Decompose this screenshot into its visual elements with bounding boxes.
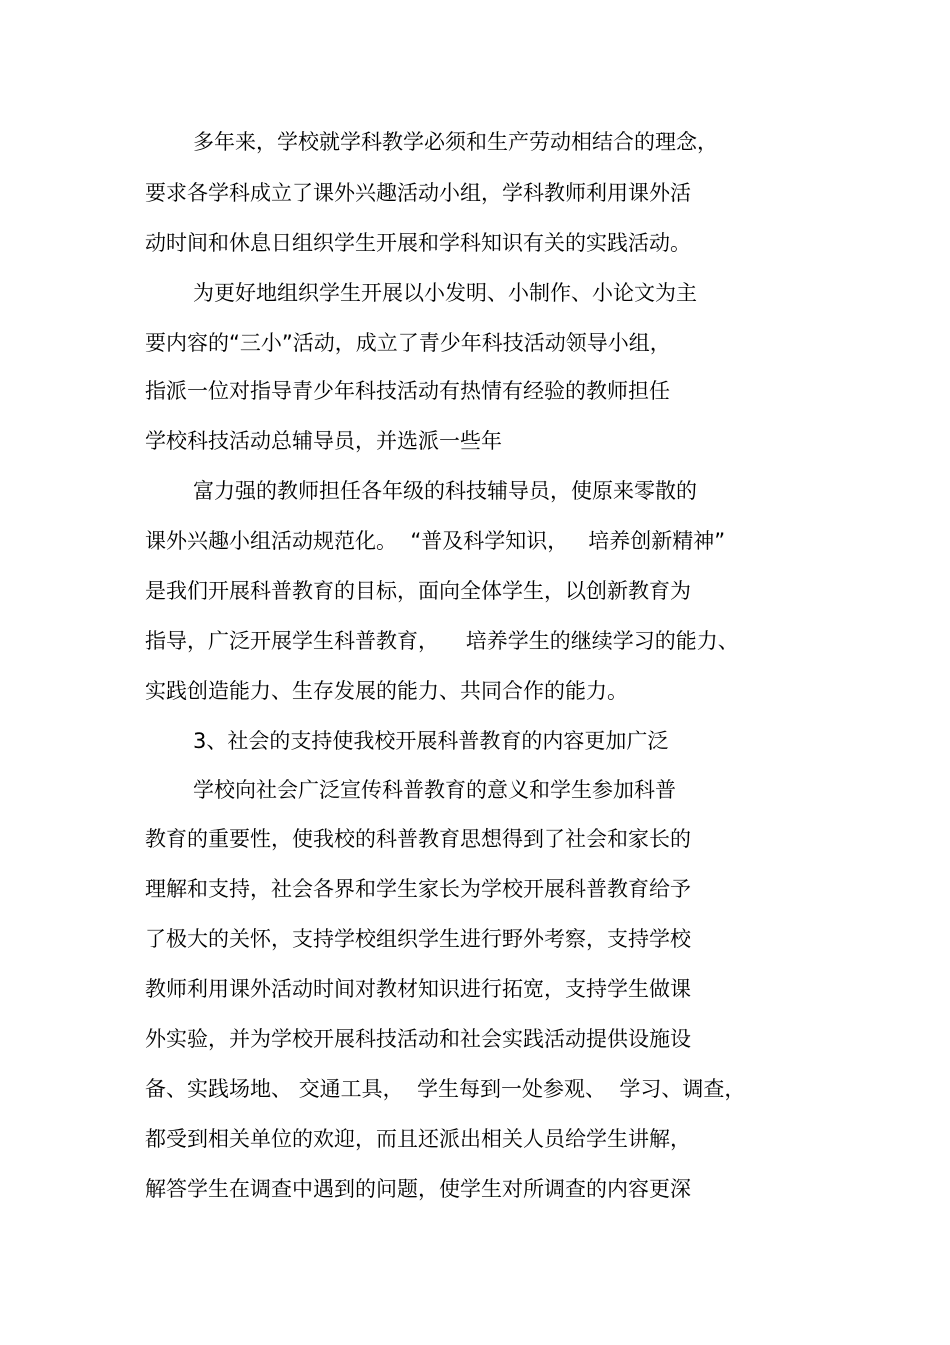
text-line: 外实验，并为学校开展科技活动和社会实践活动提供设施设 xyxy=(145,1027,691,1051)
text-line: 都受到相关单位的欢迎，而且还派出相关人员给学生讲解， xyxy=(145,1127,691,1151)
text-line: 学校向社会广泛宣传科普教育的意义和学生参加科普 xyxy=(193,778,676,802)
text-line: 实践创造能力、生存发展的能力、共同合作的能力。 xyxy=(145,679,628,703)
section-heading: 3、社会的支持使我校开展科普教育的内容更加广泛 xyxy=(193,729,669,753)
text-line: 为更好地组织学生开展以小发明、小制作、小论文为主 xyxy=(193,281,697,305)
text-line: 富力强的教师担任各年级的科技辅导员，使原来零散的 xyxy=(193,479,697,503)
text-line: 要内容的“三小”活动，成立了青少年科技活动领导小组， xyxy=(145,331,671,355)
text-line: 课外兴趣小组活动规范化。 “普及科学知识， 培养创新精神” xyxy=(145,529,726,553)
text-line: 解答学生在调查中遇到的问题，使学生对所调查的内容更深 xyxy=(145,1177,691,1201)
text-line: 是我们开展科普教育的目标，面向全体学生，以创新教育为 xyxy=(145,579,691,603)
text-line: 理解和支持，社会各界和学生家长为学校开展科普教育给予 xyxy=(145,877,691,901)
text-line: 备、实践场地、 交通工具， 学生每到一处参观、 学习、调查， xyxy=(145,1077,746,1101)
text-line: 指导，广泛开展学生科普教育， 培养学生的继续学习的能力、 xyxy=(145,629,739,653)
text-line: 教育的重要性，使我校的科普教育思想得到了社会和家长的 xyxy=(145,827,691,851)
text-line: 要求各学科成立了课外兴趣活动小组，学科教师利用课外活 xyxy=(145,181,691,205)
text-line: 指派一位对指导青少年科技活动有热情有经验的教师担任 xyxy=(145,379,670,403)
text-line: 教师利用课外活动时间对教材知识进行拓宽，支持学生做课 xyxy=(145,977,691,1001)
text-line: 动时间和休息日组织学生开展和学科知识有关的实践活动。 xyxy=(145,231,691,255)
text-line: 了极大的关怀，支持学校组织学生进行野外考察，支持学校 xyxy=(145,927,691,951)
text-line: 学校科技活动总辅导员，并选派一些年 xyxy=(145,429,502,453)
text-line: 多年来，学校就学科教学必须和生产劳动相结合的理念， xyxy=(193,130,718,154)
